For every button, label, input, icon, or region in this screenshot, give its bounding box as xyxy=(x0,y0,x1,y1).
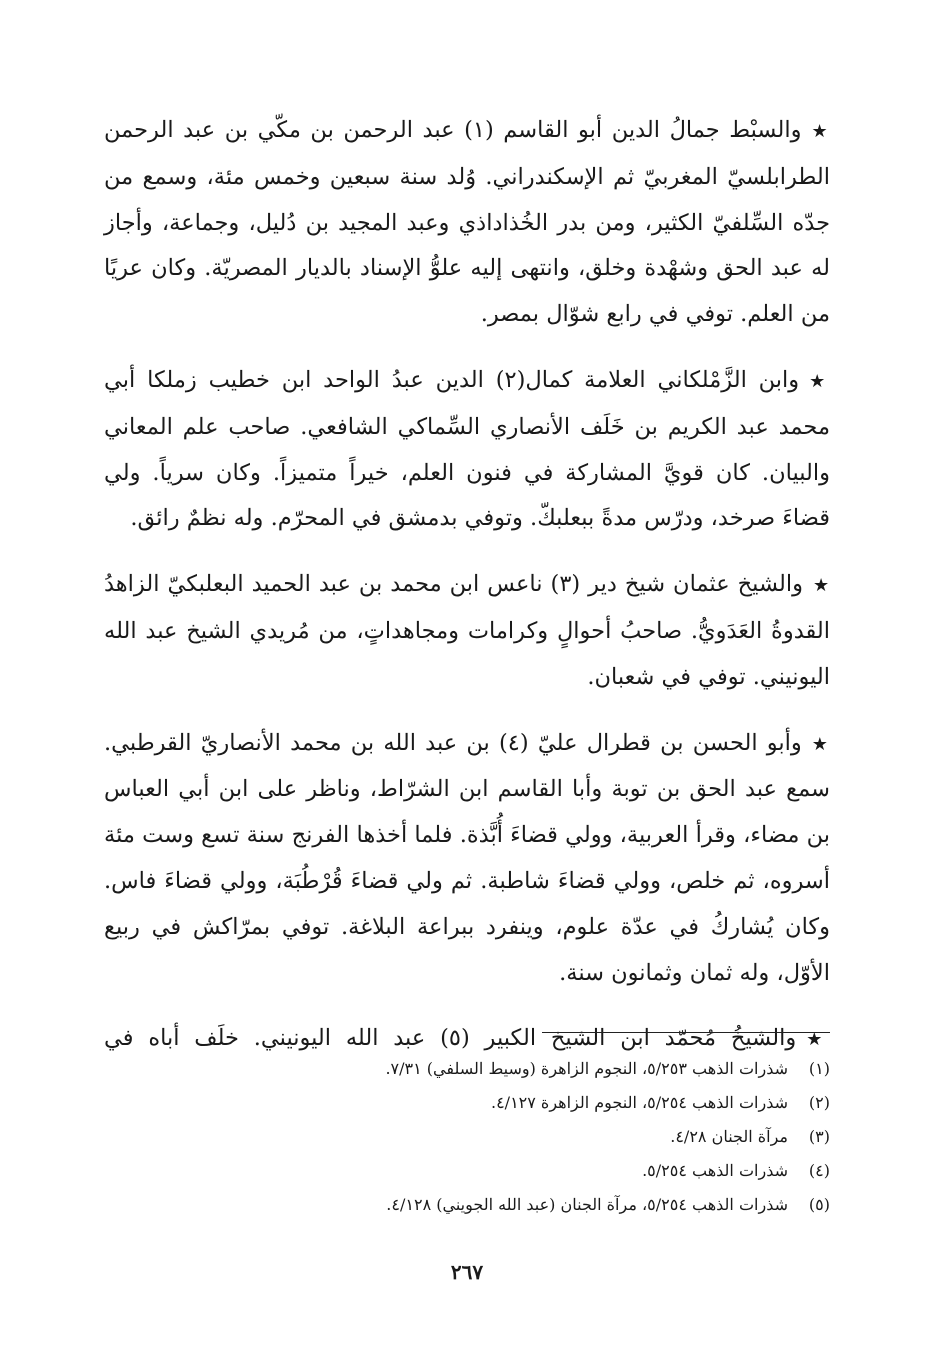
footnote-number: (١) xyxy=(808,1059,830,1078)
entry-ibn-al-zamlakani xyxy=(104,358,830,542)
footnote-number: (٣) xyxy=(808,1127,830,1146)
entry-text: وأبو الحسن بن قطرال عليّ (٤) بن عبد الله بن محمد الأنصاريّ القرطبي. سمع عبد الحق بن توبة وأبا القاسم ابن الشرّاط، وناظر على ابن أبي العباس بن مضاء، وقرأ العربية، وولي قضاءَ أُبَّذة. فلما أخذها الفرنج سنة تسع وست مئة أسروه، ثم خلص، وولي قضاءَ شاطبة. ثم ولي قضاءَ قُرْطُبَة، وولي قضاءَ فاس. وكان يُشاركُ في عدّة علوم، وينفرد ببراعة البلاغة. توفي بمرّاكش في ربيع الأوّل، وله ثمان وثمانون سنة. xyxy=(104,729,830,986)
footnote-item xyxy=(104,1086,830,1120)
footnotes-list xyxy=(104,1052,830,1222)
footnote-number: (٢) xyxy=(808,1093,830,1112)
footnote-text: شذرات الذهب ٥/٢٥٤، مرآة الجنان (عبد الله الجويني) ٤/١٢٨. xyxy=(386,1195,788,1214)
biography-entries xyxy=(104,108,830,1083)
footnote-number: (٥) xyxy=(808,1195,830,1214)
entry-sheikh-uthman xyxy=(104,562,830,700)
footnote-item xyxy=(104,1052,830,1086)
footnote-number: (٤) xyxy=(808,1161,830,1180)
footnote-text: شذرات الذهب ٥/٢٥٤، النجوم الزاهرة ٤/١٢٧. xyxy=(490,1093,788,1112)
footnote-divider xyxy=(542,1032,830,1033)
star-bullet: ★ xyxy=(811,121,830,142)
footnote-text: مرآة الجنان ٤/٢٨. xyxy=(670,1127,788,1146)
page-number: ٢٦٧ xyxy=(450,1260,484,1284)
entry-text: وابن الزَّمْلكاني العلامة كمال(٢) الدين عبدُ الواحد ابن خطيب زملكا أبي محمد عبد الكريم بن خَلَف الأنصاري السِّماكي الشافعي. صاحب علم المعاني والبيان. كان قويَّ المشاركة في فنون العلم، خيراً متميزاً. وكان سرياً. ولي قضاءَ صرخد، ودرّس مدةً ببعلبكّ. وتوفي بدمشق في المحرّم. وله نظمٌ رائق. xyxy=(104,366,830,532)
entry-text: والشيخُ مُحمّد ابن الشيخ الكبير (٥) عبد الله اليونيني. خلَف أباه في xyxy=(104,1025,797,1052)
footnote-item xyxy=(104,1154,830,1188)
footnote-item xyxy=(104,1120,830,1154)
footnote-item xyxy=(104,1188,830,1222)
star-bullet: ★ xyxy=(809,370,830,392)
entry-text: والشيخ عثمان شيخ دير (٣) ناعس ابن محمد بن عبد الحميد البعلبكيّ الزاهدُ القدوةُ العَدَويُّ. صاحبُ أحوالٍ وكرامات ومجاهداتٍ، من مُريدي الشيخ عبد الله اليونيني. توفي في شعبان. xyxy=(104,571,830,690)
star-bullet: ★ xyxy=(811,733,830,755)
footnote-text: شذرات الذهب ٥/٢٥٣، النجوم الزاهرة (وسيط السلفي) ٧/٣١. xyxy=(385,1059,788,1078)
entry-ibn-qitral xyxy=(104,721,830,997)
entry-ibn-makki xyxy=(104,108,830,338)
star-bullet: ★ xyxy=(806,1029,831,1051)
star-bullet: ★ xyxy=(813,575,830,597)
entry-text: والسبْط جمالُ الدين أبو القاسم (١) عبد الرحمن بن مكّي بن عبد الرحمن الطرابلسيّ المغربيّ ثم الإسكندراني. وُلد سنة سبعين وخمس مئة، وسمع من جدّه السِّلفيّ الكثير، ومن بدر الخُذاداذي وعبد المجيد بن دُليل، وجماعة، وأجاز له عبد الحق وشهْدة وخلق، وانتهى إليه علوُّ الإسناد بالديار المصريّة. وكان عريًا من العلم. توفي في رابع شوّال بمصر. xyxy=(104,117,830,328)
footnote-text: شذرات الذهب ٥/٢٥٤. xyxy=(642,1161,788,1180)
